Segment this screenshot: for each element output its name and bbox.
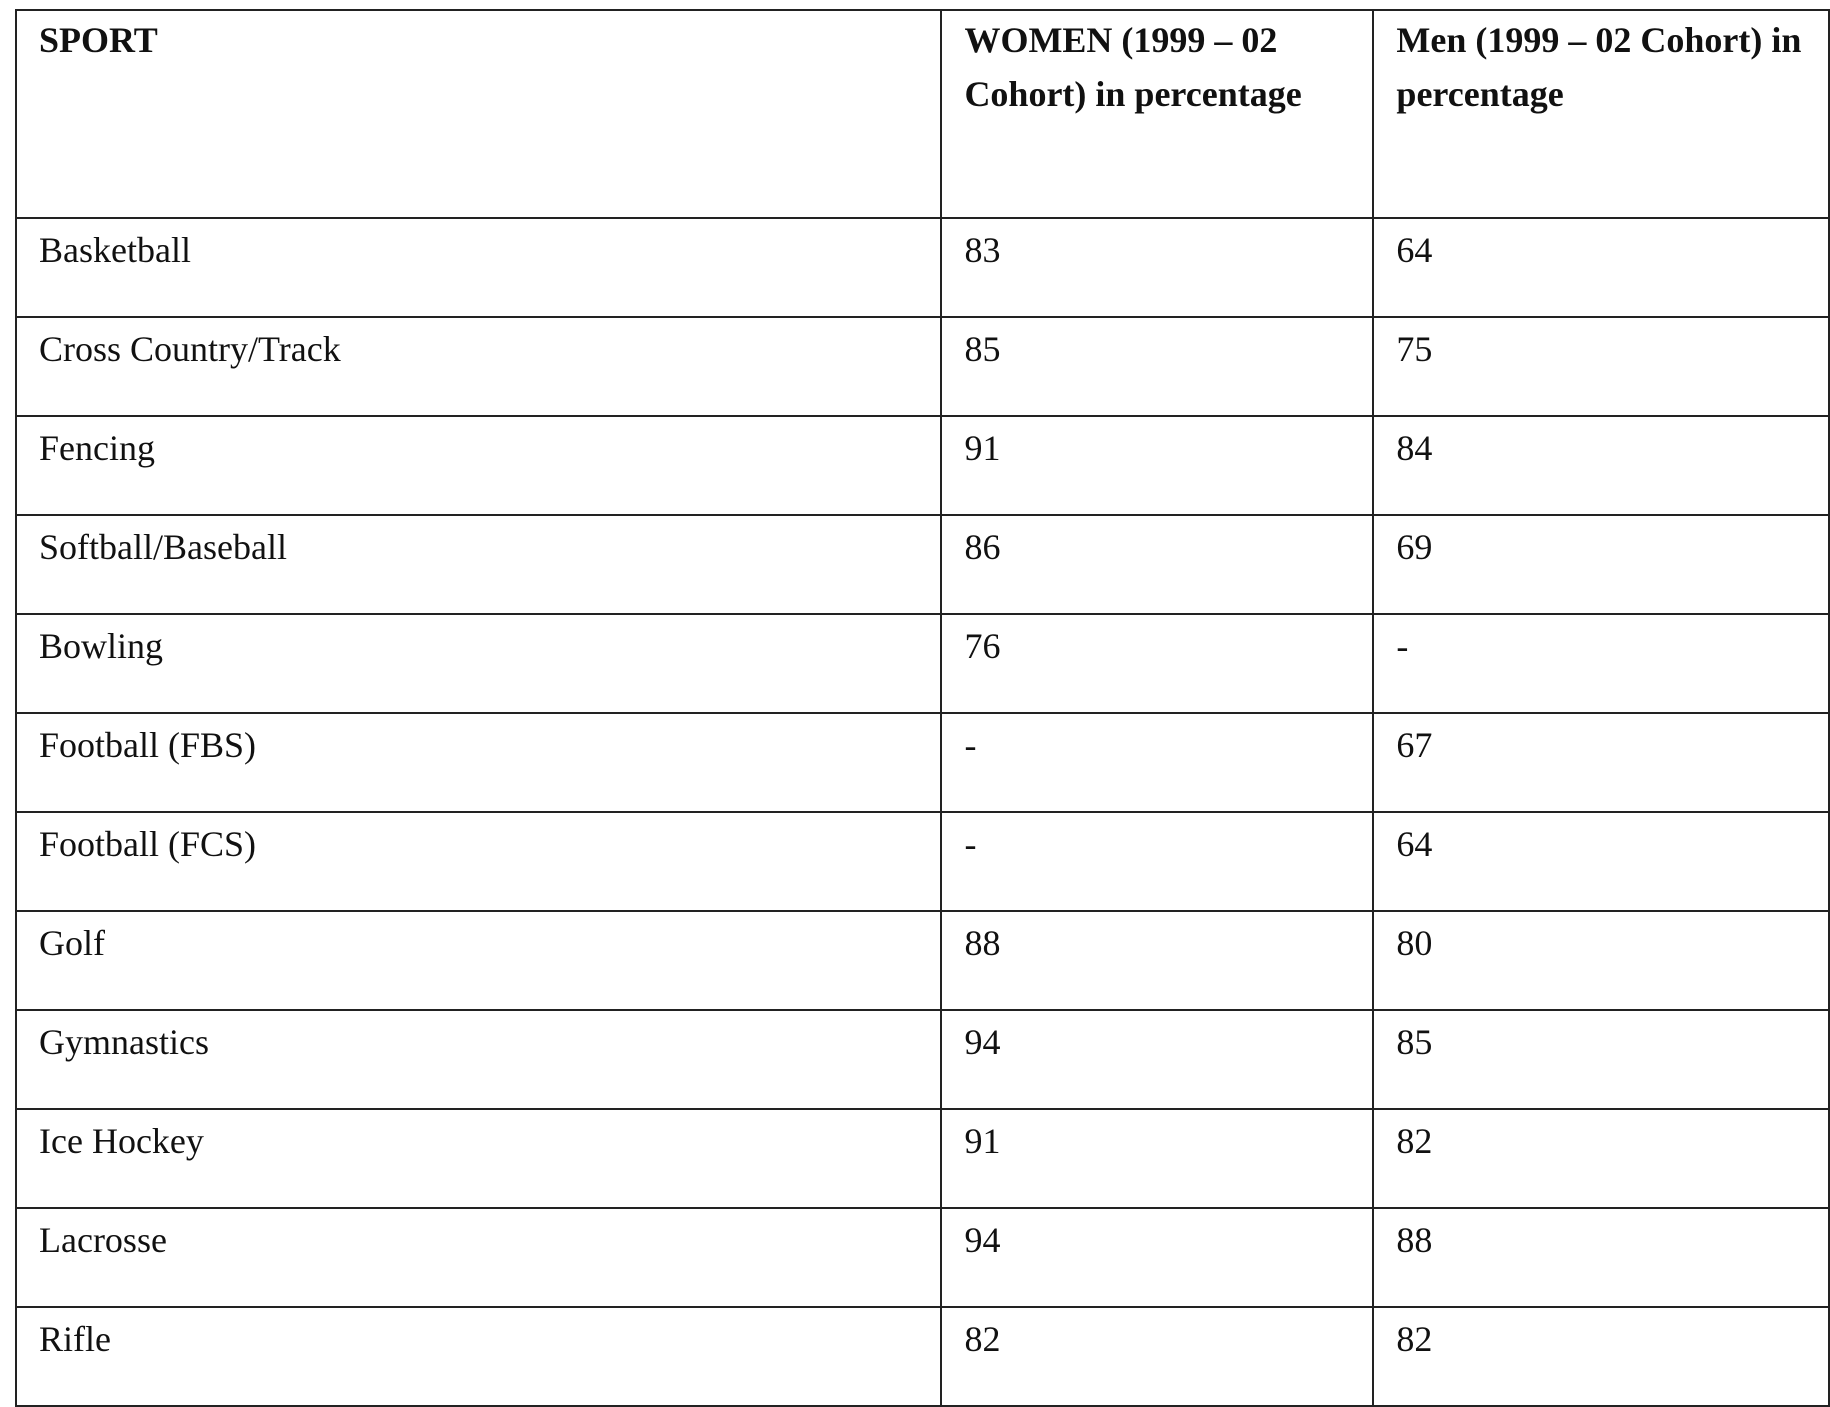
- cell-sport: Bowling: [16, 614, 941, 713]
- table-row: [16, 416, 1829, 515]
- cell-sport: Fencing: [16, 416, 941, 515]
- header-men-label: Men (1999 – 02 Cohort) in percentage: [1396, 20, 1802, 114]
- cell-women: -: [941, 812, 1373, 911]
- cell-women: 94: [941, 1208, 1373, 1307]
- table-row: [16, 317, 1829, 416]
- header-women-label: WOMEN (1999 – 02 Cohort) in percentage: [964, 20, 1302, 114]
- cell-women: 86: [941, 515, 1373, 614]
- cell-men: 82: [1373, 1307, 1829, 1406]
- cell-women: 85: [941, 317, 1373, 416]
- cell-men: 64: [1373, 218, 1829, 317]
- header-men: [1373, 10, 1829, 218]
- cell-men: 82: [1373, 1109, 1829, 1208]
- cell-sport: Football (FBS): [16, 713, 941, 812]
- table-row: [16, 713, 1829, 812]
- table-row: [16, 515, 1829, 614]
- table-row: [16, 812, 1829, 911]
- cell-women: 91: [941, 1109, 1373, 1208]
- cell-men: 69: [1373, 515, 1829, 614]
- cell-women: 76: [941, 614, 1373, 713]
- cell-sport: Ice Hockey: [16, 1109, 941, 1208]
- header-sport-label: SPORT: [39, 20, 158, 60]
- cell-men: 75: [1373, 317, 1829, 416]
- table-row: [16, 1010, 1829, 1109]
- cell-sport: Football (FCS): [16, 812, 941, 911]
- cell-sport: Lacrosse: [16, 1208, 941, 1307]
- cell-sport: Rifle: [16, 1307, 941, 1406]
- cell-sport: Gymnastics: [16, 1010, 941, 1109]
- cell-men: 64: [1373, 812, 1829, 911]
- cell-sport: Cross Country/Track: [16, 317, 941, 416]
- cell-sport: Softball/Baseball: [16, 515, 941, 614]
- table-row: [16, 911, 1829, 1010]
- cell-women: 83: [941, 218, 1373, 317]
- header-women: [941, 10, 1373, 218]
- table-row: [16, 218, 1829, 317]
- cell-men: 67: [1373, 713, 1829, 812]
- table-header-row: [16, 10, 1829, 218]
- table-row: [16, 1109, 1829, 1208]
- cell-sport: Golf: [16, 911, 941, 1010]
- cell-women: -: [941, 713, 1373, 812]
- header-sport: [16, 10, 941, 218]
- cell-women: 91: [941, 416, 1373, 515]
- table-row: [16, 614, 1829, 713]
- table-row: [16, 1307, 1829, 1406]
- cell-men: 80: [1373, 911, 1829, 1010]
- cell-men: 88: [1373, 1208, 1829, 1307]
- graduation-rates-table: [15, 9, 1830, 1407]
- cell-women: 82: [941, 1307, 1373, 1406]
- table-row: [16, 1208, 1829, 1307]
- cell-men: 85: [1373, 1010, 1829, 1109]
- cell-men: -: [1373, 614, 1829, 713]
- cell-women: 94: [941, 1010, 1373, 1109]
- cell-women: 88: [941, 911, 1373, 1010]
- cell-sport: Basketball: [16, 218, 941, 317]
- cell-men: 84: [1373, 416, 1829, 515]
